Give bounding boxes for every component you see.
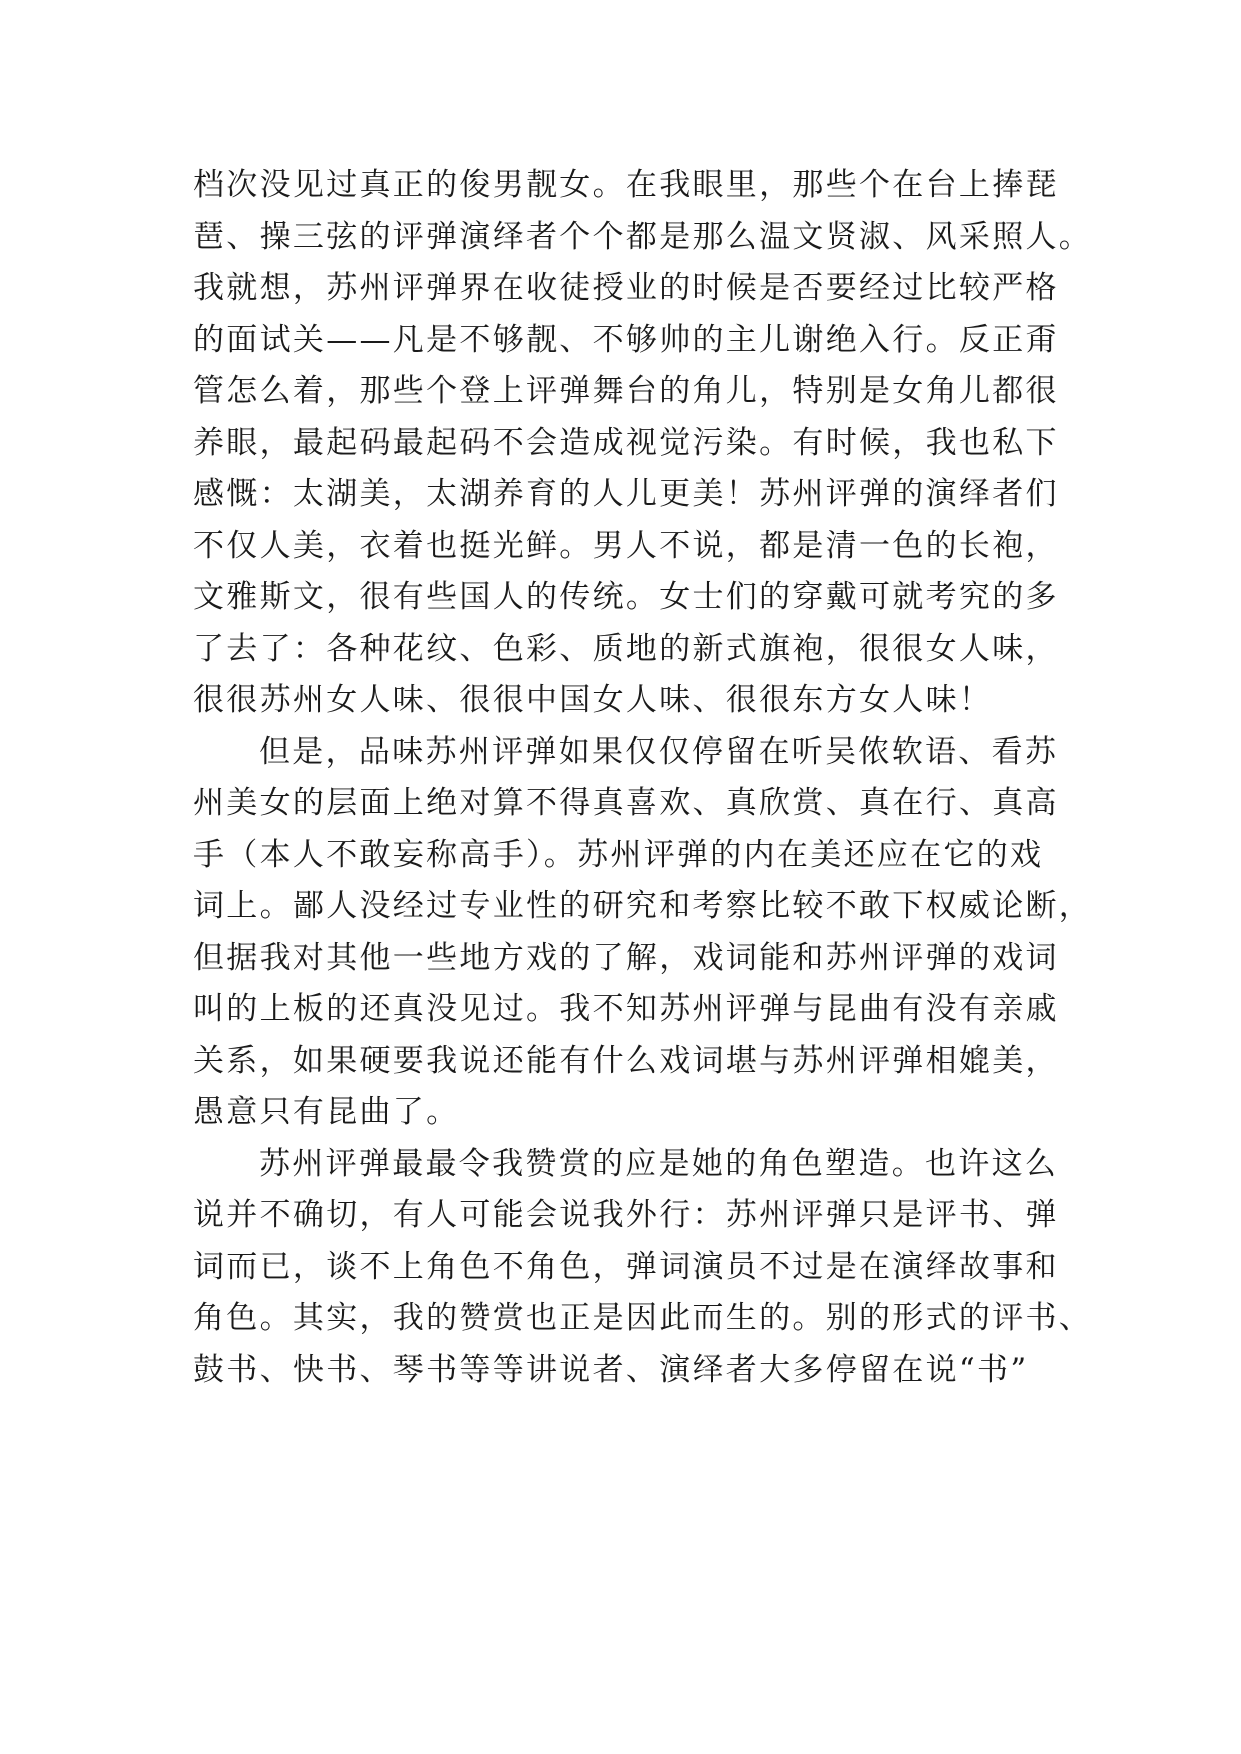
text-line: 但据我对其他一些地方戏的了解，戏词能和苏州评弹的戏词 [193,939,1059,976]
paragraph-2 [193,727,1093,1139]
text-line: 手（本人不敢妄称高手）。苏州评弹的内在美还应在它的戏 [193,836,1044,873]
text-line: 不仅人美，衣着也挺光鲜。男人不说，都是清一色的长袍， [193,527,1059,564]
text-line: 说并不确切，有人可能会说我外行：苏州评弹只是评书、弹 [193,1197,1059,1233]
text-line: 很很苏州女人味、很很中国女人味、很很东方女人味！ [193,682,993,718]
text-line: 愚意只有昆曲了。 [193,1094,460,1130]
text-line: 琶、操三弦的评弹演绎者个个都是那么温文贤淑、风采照人。 [193,218,1093,255]
text-line: 管怎么着，那些个登上评弹舞台的角儿，特别是女角儿都很 [193,373,1059,409]
text-line: 苏州评弹最最令我赞赏的应是她的角色塑造。也许这么 [259,1145,1059,1182]
text-line: 关系，如果硬要我说还能有什么戏词堪与苏州评弹相媲美， [193,1042,1059,1079]
text-line: 词而已，谈不上角色不角色，弹词演员不过是在演绎故事和 [193,1248,1059,1285]
text-line: 词上。鄙人没经过专业性的研究和考察比较不敢下权威论断， [193,888,1093,924]
text-line: 档次没见过真正的俊男靓女。在我眼里，那些个在台上捧琵 [193,167,1059,203]
paragraph-1 [193,160,1093,727]
text-line: 的面试关——凡是不够靓、不够帅的主儿谢绝入行。反正甭 [193,321,1059,358]
text-line: 养眼，最起码最起码不会造成视觉污染。有时候，我也私下 [193,424,1059,461]
text-line: 州美女的层面上绝对算不得真喜欢、真欣赏、真在行、真高 [193,785,1059,821]
text-line: 了去了：各种花纹、色彩、质地的新式旗袍，很很女人味， [193,630,1059,667]
text-line: 但是，品味苏州评弹如果仅仅停留在听吴侬软语、看苏 [259,733,1059,770]
text-line: 感慨：太湖美，太湖养育的人儿更美！苏州评弹的演绎者们 [193,476,1059,512]
text-line: 鼓书、快书、琴书等等讲说者、演绎者大多停留在说“书” [193,1351,1029,1388]
text-body [193,160,1093,1396]
text-line: 角色。其实，我的赞赏也正是因此而生的。别的形式的评书、 [193,1300,1093,1336]
text-line: 文雅斯文，很有些国人的传统。女士们的穿戴可就考究的多 [193,579,1059,615]
paragraph-3 [193,1139,1093,1397]
text-line: 叫的上板的还真没见过。我不知苏州评弹与昆曲有没有亲戚 [193,991,1059,1027]
text-line: 我就想，苏州评弹界在收徒授业的时候是否要经过比较严格 [193,270,1059,306]
